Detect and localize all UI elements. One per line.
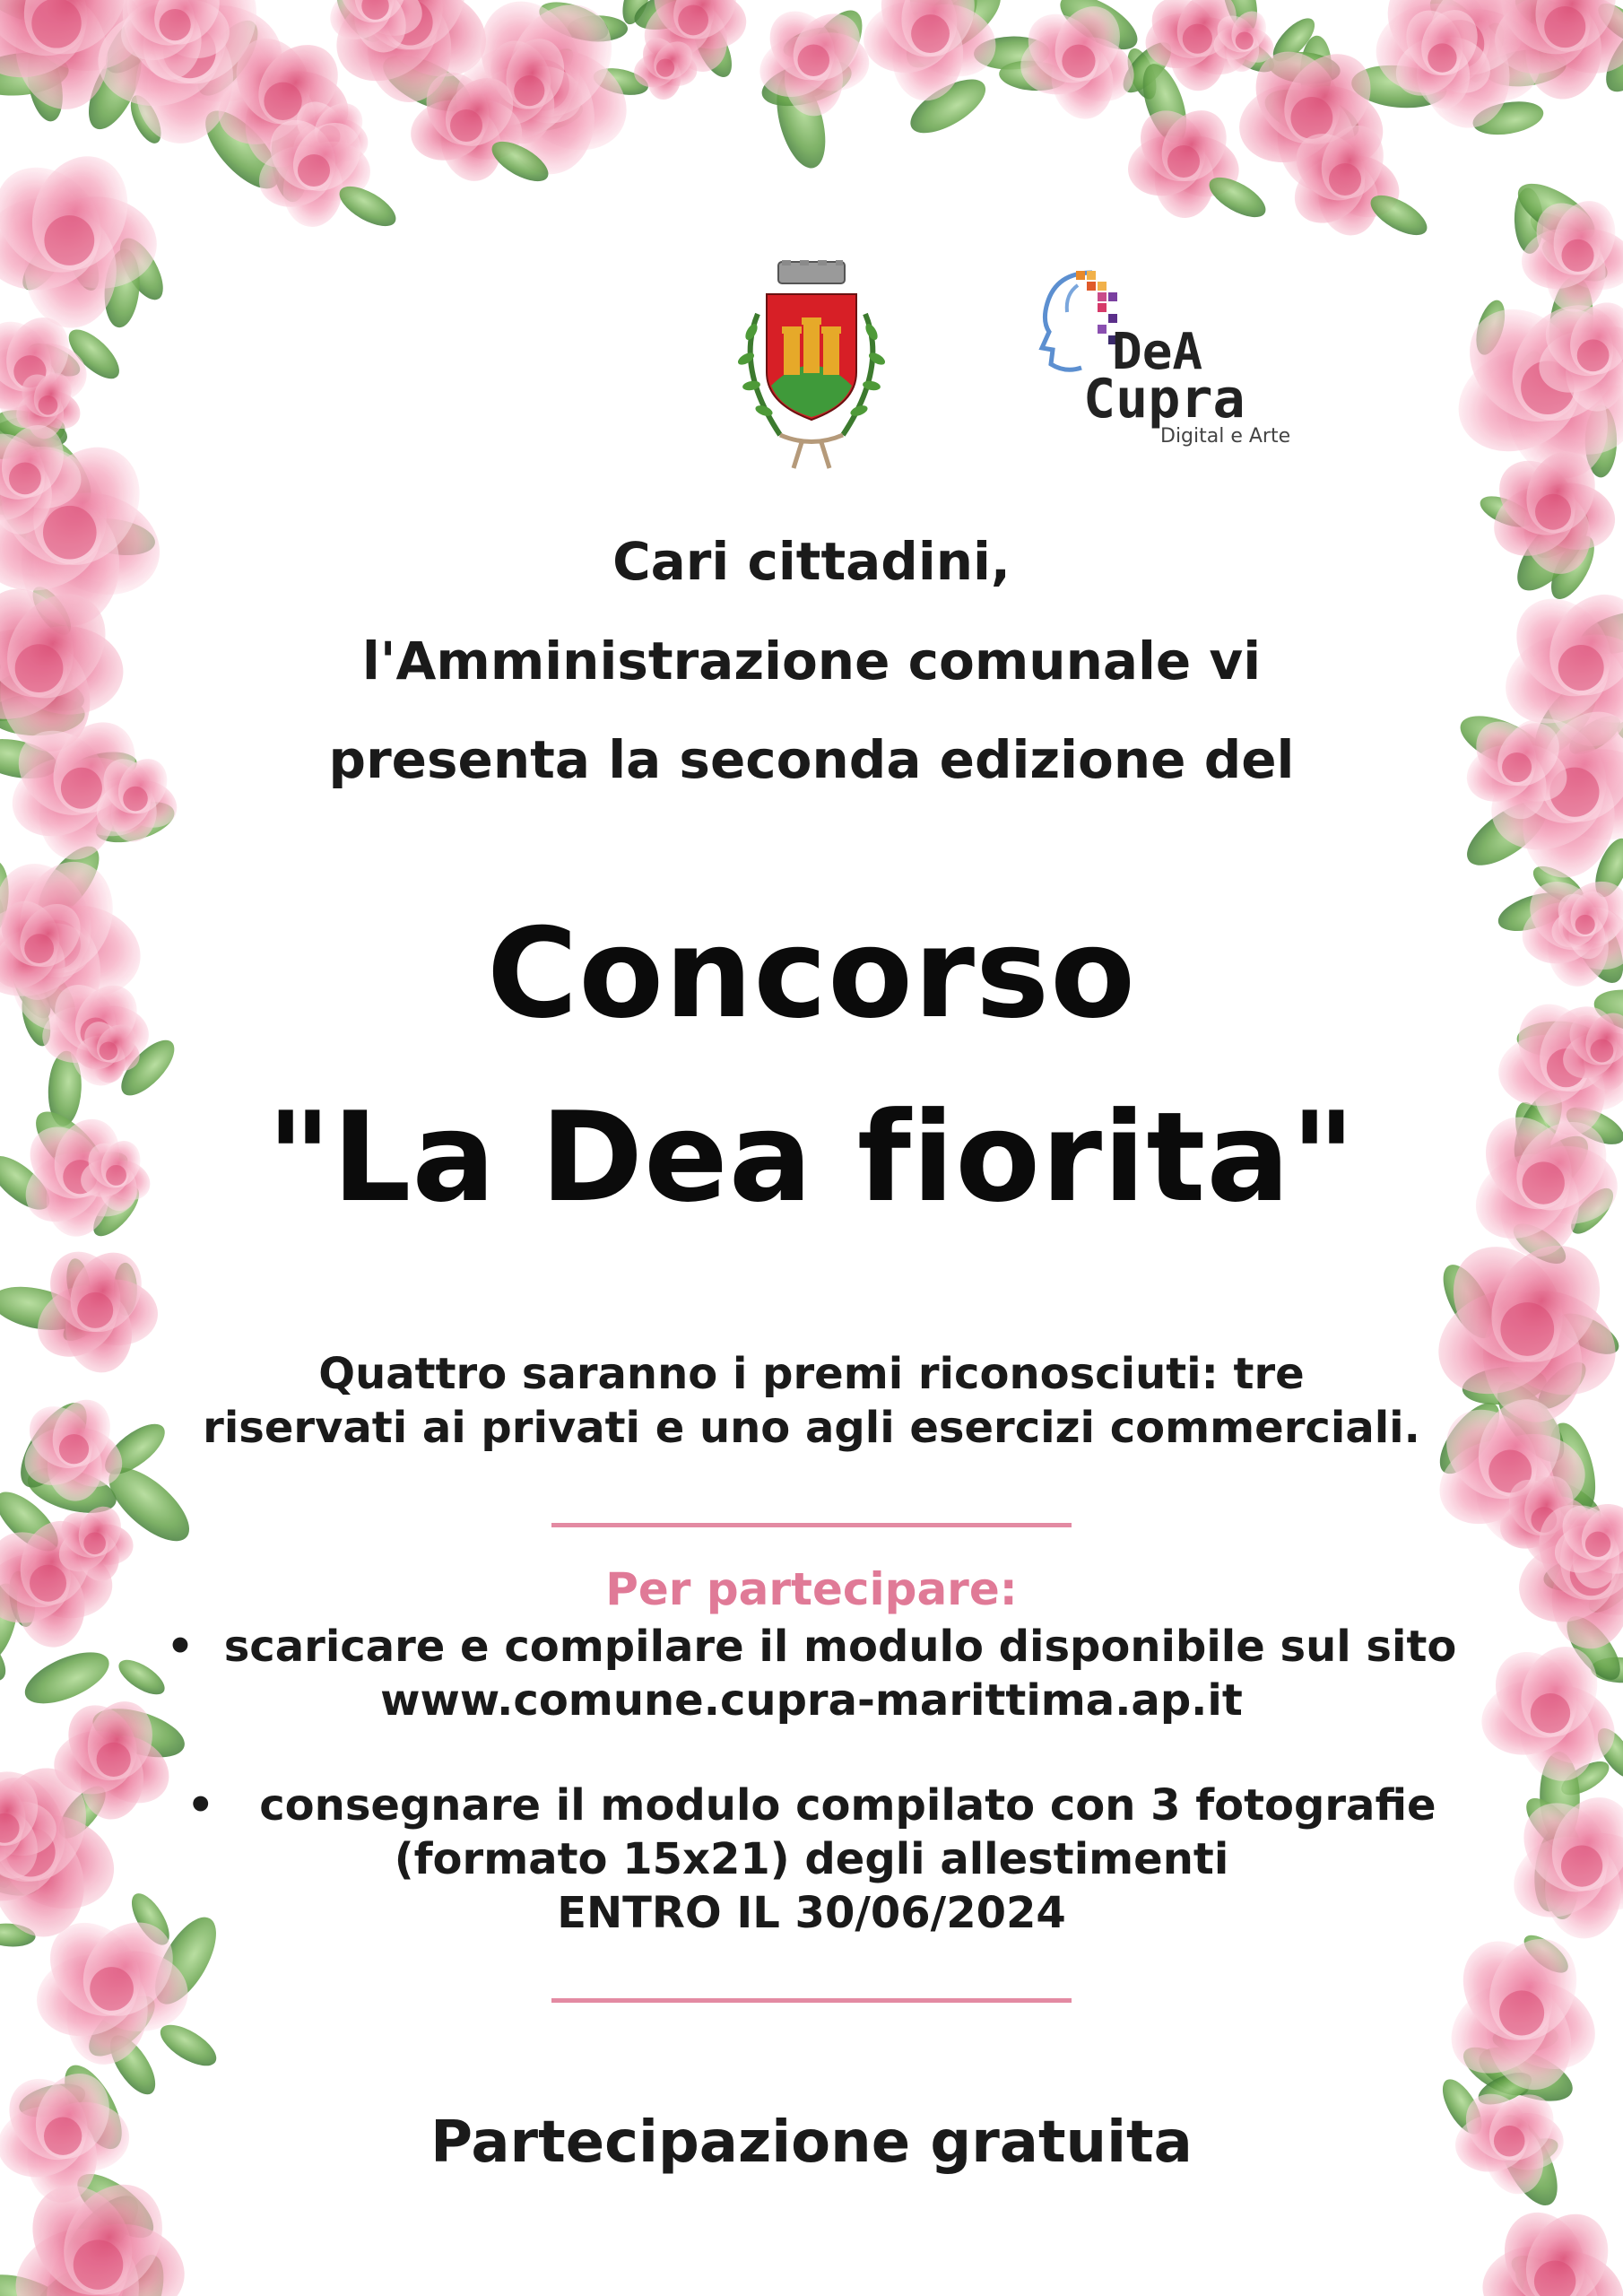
- bullet-download-text: scaricare e compilare il modulo disponibile sul sito: [223, 1622, 1457, 1672]
- website-url: www.comune.cupra-marittima.ap.it: [380, 1675, 1243, 1726]
- rose: [1478, 2199, 1623, 2296]
- divider-top: [551, 1523, 1072, 1527]
- divider-bottom: [551, 1998, 1072, 2003]
- title-line-1: Concorso: [487, 901, 1136, 1046]
- logo-name-line1: DeA: [1112, 323, 1203, 381]
- coat-of-arms-icon: [717, 260, 906, 475]
- prizes-line-1: Quattro saranno i premi riconosciuti: tre: [318, 1349, 1305, 1399]
- rose: [1434, 1925, 1610, 2100]
- deliver-format: (formato 15x21) degli allestimenti: [394, 1834, 1229, 1884]
- free-participation: Partecipazione gratuita: [430, 2109, 1193, 2176]
- prizes-line-2: riservati ai privati e uno agli esercizi commerciali.: [203, 1403, 1420, 1453]
- bullet-deliver-text: consegnare il modulo compilato con 3 fotografie: [259, 1780, 1436, 1831]
- deadline: ENTRO IL 30/06/2024: [557, 1888, 1066, 1938]
- bullet-dot-icon: •: [166, 1622, 224, 1672]
- dea-cupra-logo: [1029, 267, 1298, 456]
- intro-line-1: Cari cittadini,: [612, 531, 1011, 592]
- intro-line-3: presenta la seconda edizione del: [328, 729, 1295, 790]
- participate-heading: Per partecipare:: [605, 1563, 1018, 1615]
- title-line-2: "La Dea fiorita": [266, 1085, 1357, 1230]
- intro-line-2: l'Amministrazione comunale vi: [361, 631, 1262, 691]
- bullet-dot-icon: •: [187, 1780, 260, 1831]
- logo-tagline: Digital e Arte: [1160, 425, 1291, 448]
- bullet-item-download: [0, 1620, 1623, 1674]
- logo-name-line2: Cupra: [1083, 368, 1245, 430]
- bullet-item-deliver: [0, 1779, 1623, 1832]
